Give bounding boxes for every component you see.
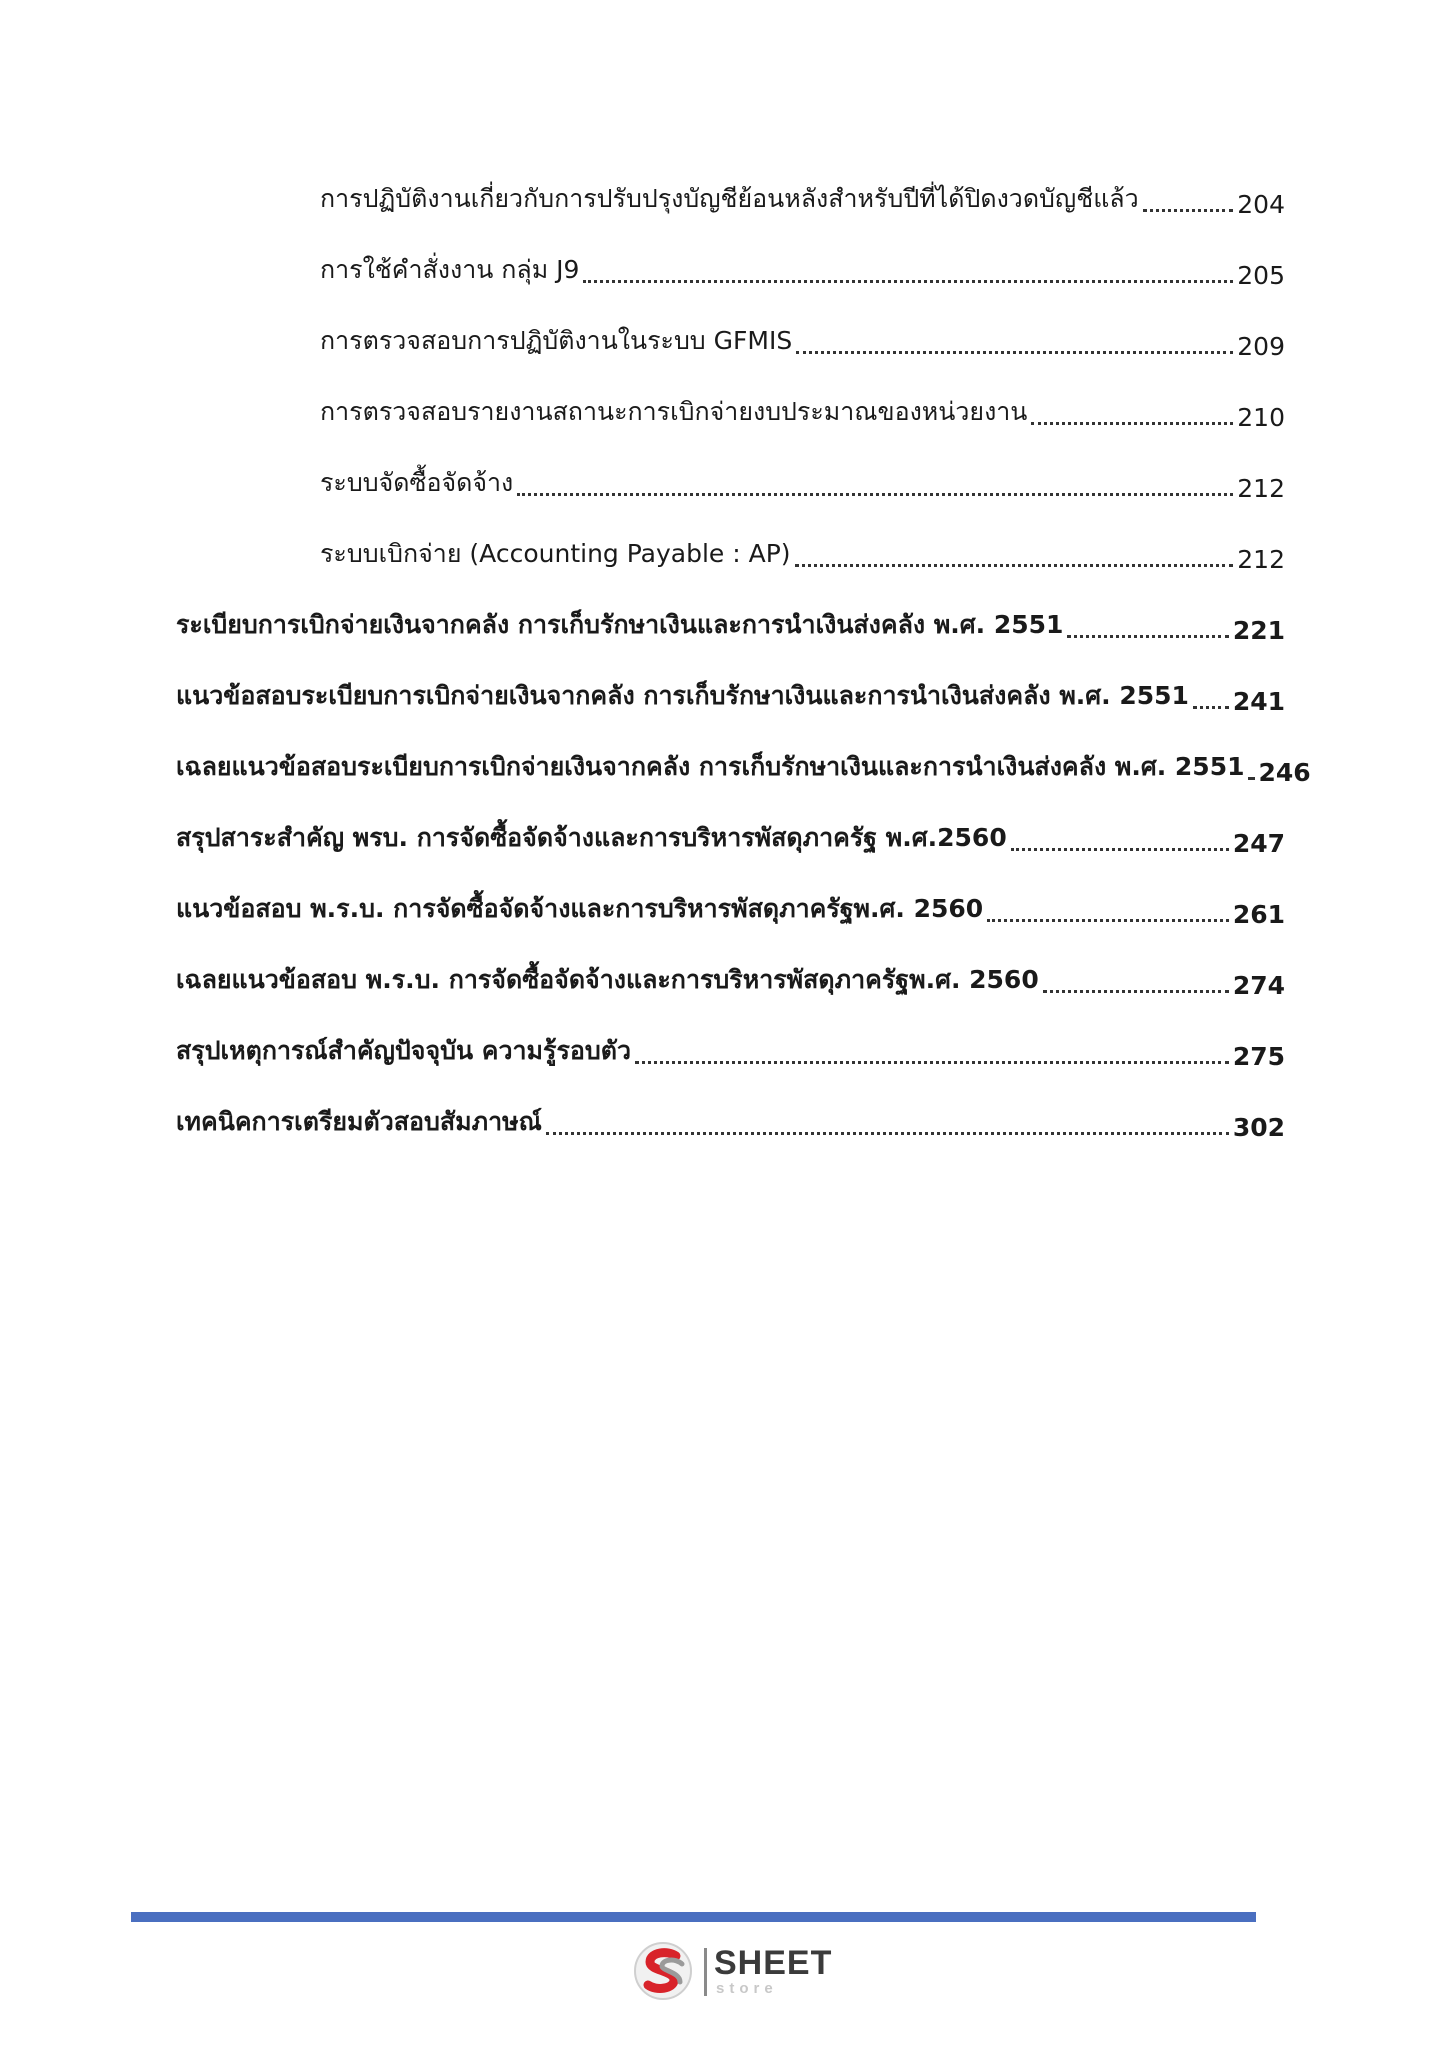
dot-leader <box>1248 777 1254 780</box>
toc-entry-title: การตรวจสอบการปฏิบัติงานในระบบ GFMIS <box>320 326 793 355</box>
toc-entry-page: 212 <box>1237 545 1285 574</box>
toc-entry-title: สรุปสาระสำคัญ พรบ. การจัดซื้อจัดจ้างและการบริหารพัสดุภาครัฐ พ.ศ.2560 <box>176 823 1007 852</box>
dot-leader <box>987 919 1229 922</box>
toc-entry-page: 261 <box>1232 900 1285 929</box>
toc-entry[interactable] <box>320 461 1285 507</box>
sheet-store-s-logo-icon <box>632 1940 694 2002</box>
toc-entry-title: การใช้คำสั่งงาน กลุ่ม J9 <box>320 255 580 284</box>
dot-leader <box>517 493 1233 496</box>
toc-entry-page: 205 <box>1237 261 1285 290</box>
toc-entry[interactable] <box>176 603 1285 649</box>
toc-entry[interactable] <box>176 887 1285 933</box>
toc-entry[interactable] <box>176 816 1285 862</box>
dot-leader <box>1143 209 1234 212</box>
toc-entry[interactable] <box>320 532 1285 578</box>
toc-entry-page: 275 <box>1232 1042 1285 1071</box>
toc-entry-title: การปฏิบัติงานเกี่ยวกับการปรับปรุงบัญชีย้อนหลังสำหรับปีที่ได้ปิดงวดบัญชีแล้ว <box>320 184 1139 213</box>
toc-entry-title: แนวข้อสอบ พ.ร.บ. การจัดซื้อจัดจ้างและการบริหารพัสดุภาครัฐพ.ศ. 2560 <box>176 894 984 923</box>
dot-leader <box>1031 422 1233 425</box>
dot-leader <box>1011 848 1229 851</box>
toc-entry-title: แนวข้อสอบระเบียบการเบิกจ่ายเงินจากคลัง การเก็บรักษาเงินและการนำเงินส่งคลัง พ.ศ. 2551 <box>176 681 1189 710</box>
toc-entry-page: 221 <box>1232 616 1285 645</box>
dot-leader <box>1193 706 1229 709</box>
toc-entry-title: สรุปเหตุการณ์สำคัญปัจจุบัน ความรู้รอบตัว <box>176 1036 632 1065</box>
toc-entry-title: เฉลยแนวข้อสอบ พ.ร.บ. การจัดซื้อจัดจ้างและการบริหารพัสดุภาครัฐพ.ศ. 2560 <box>176 965 1039 994</box>
toc-entry[interactable] <box>320 248 1285 294</box>
dot-leader <box>1043 990 1229 993</box>
toc-entry-title: ระบบจัดซื้อจัดจ้าง <box>320 468 514 497</box>
toc-entry[interactable] <box>176 1100 1285 1146</box>
toc-entry[interactable] <box>176 674 1285 720</box>
footer-divider <box>131 1912 1256 1922</box>
dot-leader <box>546 1132 1229 1135</box>
toc-entry[interactable] <box>320 390 1285 436</box>
dot-leader <box>635 1061 1229 1064</box>
toc-entry-page: 246 <box>1258 758 1311 787</box>
toc-entry-page: 302 <box>1232 1113 1285 1142</box>
toc-entry-title: ระเบียบการเบิกจ่ายเงินจากคลัง การเก็บรักษาเงินและการนำเงินส่งคลัง พ.ศ. 2551 <box>176 610 1064 639</box>
logo-wordmark: SHEET <box>714 1944 833 1982</box>
toc-entry-title: การตรวจสอบรายงานสถานะการเบิกจ่ายงบประมาณของหน่วยงาน <box>320 397 1028 426</box>
toc-entry[interactable] <box>320 319 1285 365</box>
dot-leader <box>796 351 1233 354</box>
sheet-store-logo <box>632 1940 842 2004</box>
logo-subtext: store <box>716 1980 778 1997</box>
toc-entry-page: 204 <box>1237 190 1285 219</box>
toc-entry-page: 212 <box>1237 474 1285 503</box>
toc-entry-page: 241 <box>1232 687 1285 716</box>
toc-entry-page: 209 <box>1237 332 1285 361</box>
dot-leader <box>795 564 1234 567</box>
toc-entry[interactable] <box>320 177 1285 223</box>
toc-entry-title: ระบบเบิกจ่าย (Accounting Payable : AP) <box>320 539 791 568</box>
toc-entry-page: 247 <box>1232 829 1285 858</box>
toc-entry[interactable] <box>176 1029 1285 1075</box>
toc-entry[interactable] <box>176 958 1285 1004</box>
toc-entry-page: 210 <box>1237 403 1285 432</box>
dot-leader <box>1067 635 1228 638</box>
toc-entry-title: เฉลยแนวข้อสอบระเบียบการเบิกจ่ายเงินจากคลัง การเก็บรักษาเงินและการนำเงินส่งคลัง พ.ศ. 2551 <box>176 752 1245 781</box>
toc-entry[interactable] <box>176 745 1311 791</box>
toc-entry-page: 274 <box>1232 971 1285 1000</box>
dot-leader <box>583 280 1233 283</box>
toc-entry-title: เทคนิคการเตรียมตัวสอบสัมภาษณ์ <box>176 1107 542 1136</box>
logo-separator <box>704 1948 707 1996</box>
